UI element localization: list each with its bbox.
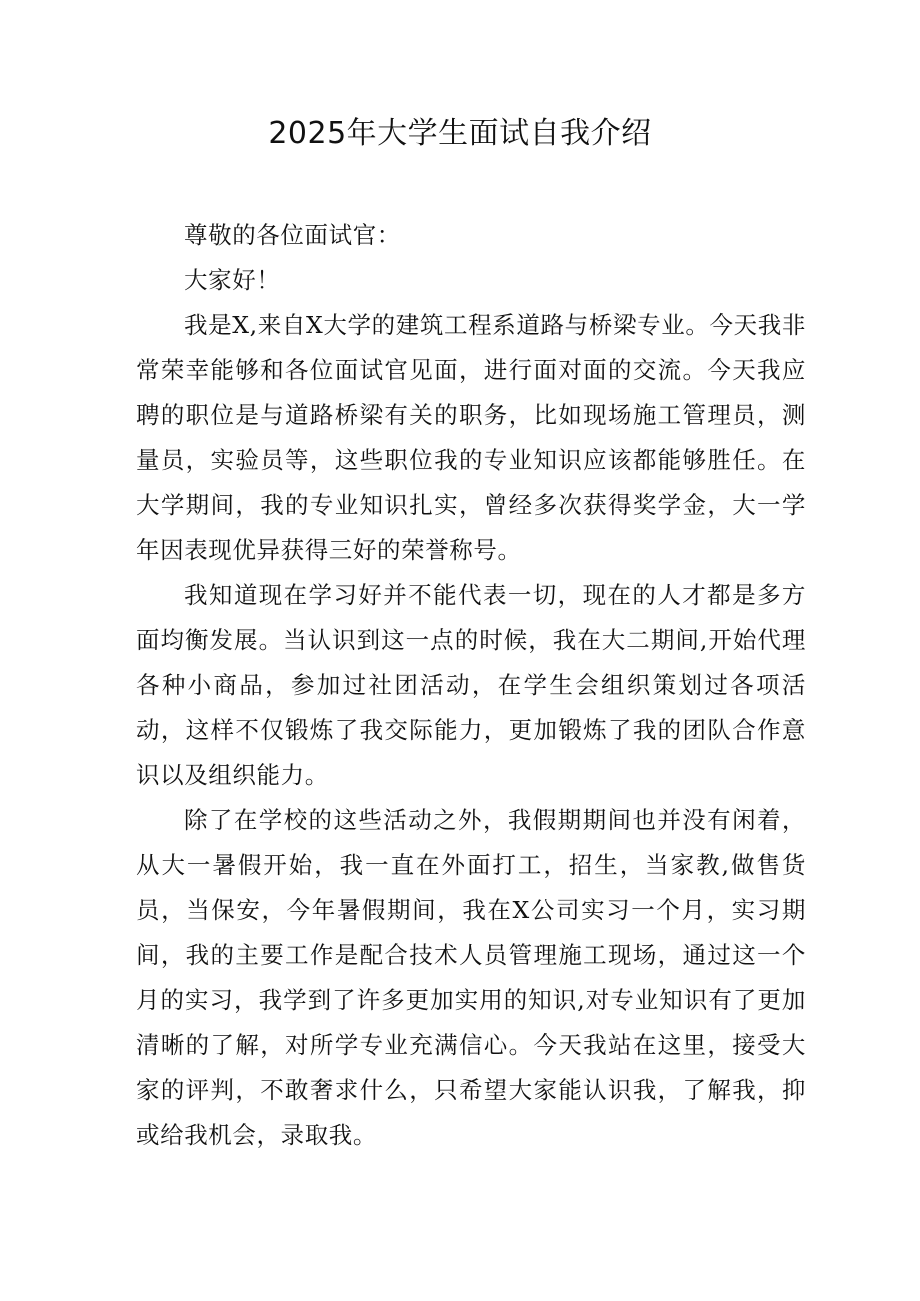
document-title: 2025年大学生面试自我介绍 (268, 116, 652, 151)
salutation: 尊敬的各位面试官： (184, 221, 401, 249)
paragraph-activities: 我知道现在学习好并不能代表一切，现在的人才都是多方面均衡发展。当认识到这一点的时候，我在大二期间,开始代理各种小商品，参加过社团活动，在学生会组织策划过各项活动，这样不仅锻炼了我交际能力，更加锻炼了我的团队合作意识以及组织能力。 (136, 581, 806, 789)
greeting: 大家好！ (184, 266, 281, 294)
document-body (136, 213, 806, 1158)
paragraph-experience: 除了在学校的这些活动之外，我假期期间也并没有闲着，从大一暑假开始，我一直在外面打工，招生，当家教,做售货员，当保安，今年暑假期间，我在X公司实习一个月，实习期间，我的主要工作是配合技术人员管理施工现场，通过这一个月的实习，我学到了许多更加实用的知识,对专业知识有了更加清晰的了解，对所学专业充满信心。今天我站在这里，接受大家的评判，不敢奢求什么，只希望大家能认识我，了解我，抑或给我机会，录取我。 (136, 806, 806, 1149)
paragraph-introduction: 我是X,来自X大学的建筑工程系道路与桥梁专业。今天我非常荣幸能够和各位面试官见面，进行面对面的交流。今天我应聘的职位是与道路桥梁有关的职务，比如现场施工管理员，测量员，实验员等，这些职位我的专业知识应该都能够胜任。在大学期间，我的专业知识扎实，曾经多次获得奖学金，大一学年因表现优异获得三好的荣誉称号。 (136, 311, 806, 564)
